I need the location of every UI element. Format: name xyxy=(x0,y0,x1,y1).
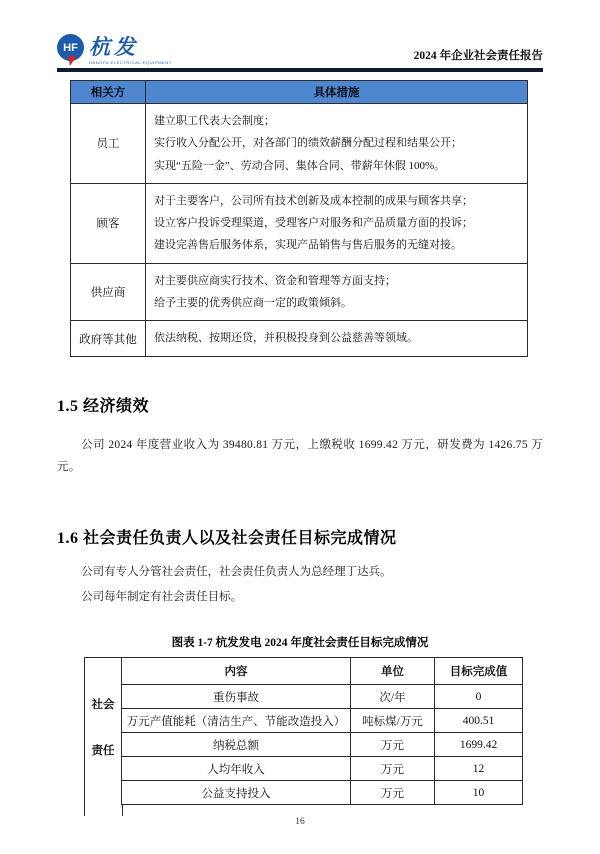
table-row-employees xyxy=(71,104,528,184)
goal-value: 400.51 xyxy=(435,709,523,733)
goal-content: 人均年收入 xyxy=(122,757,351,781)
goal-value: 1699.42 xyxy=(435,733,523,757)
goal-unit: 吨标煤/万元 xyxy=(351,709,435,733)
goals-table xyxy=(84,657,523,805)
goal-value: 10 xyxy=(435,781,523,805)
table-row xyxy=(85,685,523,709)
merged-column-continuation xyxy=(84,805,123,816)
goal-unit: 万元 xyxy=(351,757,435,781)
measures-cell xyxy=(146,183,528,263)
goal-content: 公益支持投入 xyxy=(122,781,351,805)
goal-content: 万元产值能耗（清洁生产、节能改造投入） xyxy=(122,709,351,733)
table-row-suppliers xyxy=(71,263,528,321)
table-row xyxy=(85,709,523,733)
stakeholder-table-header-row xyxy=(71,81,528,104)
row-group-label-bottom: 责任 xyxy=(91,745,115,758)
section-1-5-paragraph: 公司 2024 年度营业收入为 39480.81 万元，上缴税收 1699.42 万元，研发费为 1426.75 万元。 xyxy=(57,438,543,474)
measures-cell xyxy=(146,321,528,356)
stakeholder-table xyxy=(70,80,528,357)
goal-value: 0 xyxy=(435,685,523,709)
goal-unit: 次/年 xyxy=(351,685,435,709)
goal-unit: 万元 xyxy=(351,781,435,805)
table-row-government xyxy=(71,321,528,356)
page-number: 16 xyxy=(295,817,305,828)
measure-item: 对主要供应商实行技术、资金和管理等方面支持； xyxy=(154,274,396,287)
company-logo xyxy=(57,34,172,65)
measure-item: 设立客户投诉受理渠道，受理客户对服务和产品质量方面的投诉； xyxy=(154,217,473,230)
logo-tagline: HANGFA ELECTRICAL EQUIPMENT xyxy=(89,60,172,65)
goal-unit: 万元 xyxy=(351,733,435,757)
table-row-customers xyxy=(71,183,528,263)
measures-cell xyxy=(146,263,528,321)
hf-monogram-icon: HF xyxy=(57,34,84,61)
table-row xyxy=(85,733,523,757)
measures-column-header: 具体措施 xyxy=(146,81,528,104)
stakeholder-name: 供应商 xyxy=(71,263,146,321)
header-divider xyxy=(57,68,543,72)
logo-company-name: 杭发 xyxy=(89,34,139,59)
measure-item: 实现“五险一金”、劳动合同、集体合同、带薪年休假 100%。 xyxy=(154,159,446,172)
stakeholder-name: 顾客 xyxy=(71,183,146,263)
stakeholder-column-header: 相关方 xyxy=(71,81,146,104)
measure-item: 依法纳税、按期还贷，并积极投身到公益慈善等领域。 xyxy=(154,332,418,345)
measure-item: 对于主要客户，公司所有技术创新及成本控制的成果与顾客共享； xyxy=(154,194,473,207)
table-row xyxy=(85,757,523,781)
measures-cell xyxy=(146,104,528,184)
measure-item: 建设完善售后服务体系，实现产品销售与售后服务的无缝对接。 xyxy=(154,239,462,252)
page-header xyxy=(57,34,543,65)
section-1-6-paragraph: 公司每年制定有社会责任目标。 xyxy=(81,590,243,603)
report-title: 2024 年企业社会责任报告 xyxy=(413,50,543,62)
row-group-label-top: 社会 xyxy=(91,699,115,712)
stakeholder-name: 员工 xyxy=(71,104,146,184)
stakeholder-name: 政府等其他 xyxy=(71,321,146,356)
goals-table-header-row xyxy=(85,658,523,685)
logo-red-accent-icon xyxy=(66,55,76,66)
goal-value: 12 xyxy=(435,757,523,781)
measure-item: 建立职工代表大会制度； xyxy=(154,115,275,127)
row-group-label xyxy=(85,658,121,758)
logo-text-block xyxy=(89,36,172,65)
section-1-5-heading: 1.5 经济绩效 xyxy=(57,397,150,415)
table-row xyxy=(85,781,523,805)
content-column-header: 内容 xyxy=(122,658,351,685)
section-1-6-heading: 1.6 社会责任负责人以及社会责任目标完成情况 xyxy=(57,529,397,547)
goal-content: 重伤事故 xyxy=(122,685,351,709)
measure-item: 实行收入分配公开，对各部门的绩效薪酬分配过程和结果公开； xyxy=(154,137,462,150)
section-1-6-paragraph: 公司有专人分管社会责任，社会责任负责人为总经理丁达兵。 xyxy=(81,565,392,578)
measure-item: 给予主要的优秀供应商一定的政策倾斜。 xyxy=(154,297,352,310)
goal-content: 纳税总额 xyxy=(122,733,351,757)
row-group-label-cell xyxy=(85,658,122,805)
goals-table-caption: 图表 1-7 杭发发电 2024 年度社会责任目标完成情况 xyxy=(171,637,429,650)
unit-column-header: 单位 xyxy=(351,658,435,685)
target-column-header: 目标完成值 xyxy=(435,658,523,685)
